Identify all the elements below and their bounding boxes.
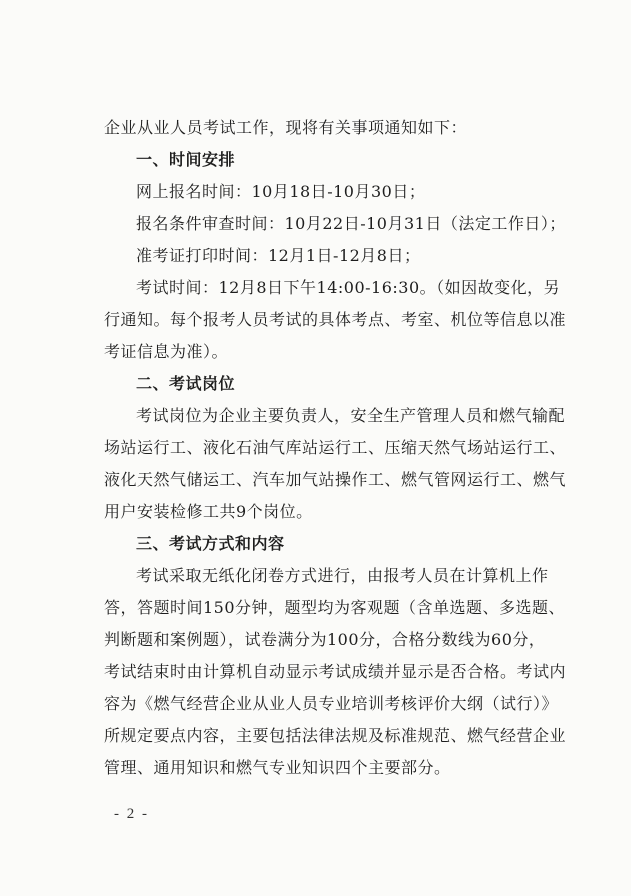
text-line-method-3: 判断题和案例题），试卷满分为100分，合格分数线为60分， [104, 630, 546, 649]
text-line-intro: 企业从业人员考试工作，现将有关事项通知如下： [104, 118, 468, 137]
text-line-qualification-review: 报名条件审查时间：10月22日-10月31日（法定工作日）； [136, 214, 566, 233]
page-number: - 2 - [114, 806, 149, 822]
text-line-positions-4: 用户安装检修工共9个岗位。 [104, 502, 313, 521]
heading-exam-positions: 二、考试岗位 [136, 374, 236, 393]
text-line-online-registration: 网上报名时间：10月18日-10月30日； [136, 182, 426, 201]
text-line-exam-time-cont-2: 考证信息为准）。 [104, 342, 229, 361]
text-line-method-7: 管理、通用知识和燃气专业知识四个主要部分。 [104, 758, 451, 777]
heading-time-arrangement: 一、时间安排 [136, 150, 236, 169]
text-line-exam-time-cont-1: 行通知。每个报考人员考试的具体考点、考室、机位等信息以准 [104, 310, 567, 329]
text-line-admission-printing: 准考证打印时间：12月1日-12月8日； [136, 246, 421, 265]
text-line-method-5: 容为《燃气经营企业从业人员专业培训考核评价大纲（试行）》 [104, 694, 559, 713]
text-line-method-4: 考试结束时由计算机自动显示考试成绩并显示是否合格。考试内 [104, 662, 567, 681]
text-line-method-6: 所规定要点内容，主要包括法律法规及标准规范、燃气经营企业 [104, 726, 567, 745]
text-line-positions-1: 考试岗位为企业主要负责人，安全生产管理人员和燃气输配 [136, 406, 566, 425]
text-line-exam-time: 考试时间：12月8日下午14:00-16:30。（如因故变化，另 [136, 278, 561, 297]
text-line-method-1: 考试采取无纸化闭卷方式进行，由报考人员在计算机上作 [136, 566, 549, 585]
text-line-positions-3: 液化天然气储运工、汽车加气站操作工、燃气管网运行工、燃气 [104, 470, 567, 489]
text-line-method-2: 答，答题时间150分钟，题型均为客观题（含单选题、多选题、 [104, 598, 566, 617]
text-line-positions-2: 场站运行工、液化石油气库站运行工、压缩天然气场站运行工、 [104, 438, 567, 457]
heading-exam-method-content: 三、考试方式和内容 [136, 534, 285, 553]
